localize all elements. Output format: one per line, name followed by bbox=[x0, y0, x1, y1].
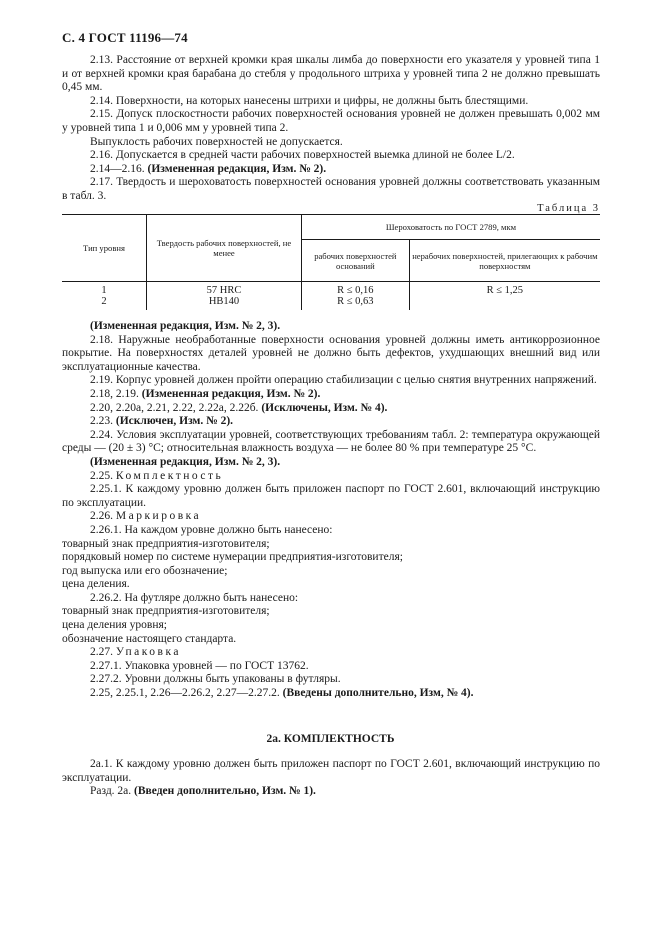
para-convexity: Выпуклость рабочих поверхностей не допускается. bbox=[90, 135, 343, 148]
note-2-24: (Измененная редакция, Изм. № 2, 3). bbox=[90, 455, 281, 468]
para-2-27-2: 2.27.2. Уровни должны быть упакованы в футляры. bbox=[90, 673, 341, 686]
para-2-27-1: 2.27.1. Упаковка уровней — по ГОСТ 13762. bbox=[90, 659, 309, 672]
table-row: 2 HB140 R ≤ 0,63 bbox=[62, 296, 600, 310]
note-razd-2a: Разд. 2а. (Введен дополнительно, Изм. № 1). bbox=[90, 785, 316, 798]
para-2-19: 2.19. Корпус уровней должен пройти операцию стабилизации с целью снятия внутренних напряжений. bbox=[90, 374, 597, 387]
col-roughness-working: рабочих поверхностей оснований bbox=[302, 240, 410, 282]
table-row: 1 57 HRC R ≤ 0,16 R ≤ 1,25 bbox=[62, 282, 600, 297]
marking-item: цена деления. bbox=[62, 578, 130, 591]
para-2-25-1: 2.25.1. К каждому уровню должен быть приложен паспорт по ГОСТ 2.601, включающий инструкцию по эксплуатации. bbox=[62, 483, 600, 509]
note-after-table: (Измененная редакция, Изм. № 2, 3). bbox=[90, 320, 281, 332]
note-added: 2.25, 2.25.1, 2.26—2.26.2, 2.27—2.27.2. (Введены дополнительно, Изм, № 4). bbox=[90, 687, 474, 700]
para-2-26-1: 2.26.1. На каждом уровне должно быть нанесено: bbox=[90, 523, 333, 536]
section-2-18-2-27 bbox=[62, 320, 600, 701]
marking-item: порядковый номер по системе нумерации предприятия-изготовителя; bbox=[62, 551, 403, 564]
section-title: 2а. КОМПЛЕКТНОСТЬ bbox=[266, 733, 395, 745]
col-roughness: Шероховатость по ГОСТ 2789, мкм bbox=[302, 215, 601, 240]
marking-item: товарный знак предприятия-изготовителя; bbox=[62, 537, 270, 550]
section-2a bbox=[62, 758, 600, 799]
heading-2-27: 2.27. Упаковка bbox=[90, 646, 181, 659]
col-hardness: Твердость рабочих поверхностей, не менее bbox=[147, 215, 302, 282]
page-header: С. 4 ГОСТ 11196—74 bbox=[62, 30, 188, 45]
note-2-23: 2.23. (Исключен, Изм. № 2). bbox=[90, 415, 234, 428]
marking-item: товарный знак предприятия-изготовителя; bbox=[62, 605, 270, 618]
note-2-14-2-16: 2.14—2.16. (Измененная редакция, Изм. № 2). bbox=[90, 162, 327, 175]
para-2-17: 2.17. Твердость и шероховатость поверхностей основания уровней должны соответствовать указанным в табл. 3. bbox=[62, 176, 600, 202]
section-2-13-2-17 bbox=[62, 54, 600, 204]
table-3 bbox=[62, 214, 600, 310]
col-type: Тип уровня bbox=[62, 215, 147, 282]
para-2-16: 2.16. Допускается в средней части рабочих поверхностей выемка длиной не более L/2. bbox=[90, 149, 515, 162]
para-2a-1: 2а.1. К каждому уровню должен быть приложен паспорт по ГОСТ 2.601, включающий инструкцию по эксплуатации. bbox=[62, 758, 600, 784]
marking-item: год выпуска или его обозначение; bbox=[62, 564, 228, 577]
para-2-24: 2.24. Условия эксплуатации уровней, соответствующих требованиям табл. 2: температура окружающей среды — (20 ± 3) °С; относительная влажность воздуха — не более 80 % при температуре 25 °С. bbox=[62, 428, 600, 455]
para-2-15: 2.15. Допуск плоскостности рабочих поверхностей основания уровней не должен превышать 0,002 мм у уровней типа 1 и 0,006 мм у уровней типа 2. bbox=[62, 108, 600, 134]
heading-2-25: 2.25. Комплектность bbox=[90, 469, 224, 482]
note-2-18-2-19: 2.18, 2.19. (Измененная редакция, Изм. № 2). bbox=[90, 387, 321, 400]
para-2-18: 2.18. Наружные необработанные поверхности основания уровней должны иметь антикоррозионное покрытие. На поверхностях деталей уровней не должно быть дефектов, ухудшающих внешний вид или эксплуатационные качества. bbox=[62, 333, 600, 373]
heading-2-26: 2.26. Маркировка bbox=[90, 510, 202, 523]
para-2-26-2: 2.26.2. На футляре должно быть нанесено: bbox=[90, 591, 299, 604]
para-2-14: 2.14. Поверхности, на которых нанесены штрихи и цифры, не должны быть блестящими. bbox=[90, 94, 529, 107]
col-roughness-nonworking: нерабочих поверхностей, прилегающих к рабочим поверхностям bbox=[409, 240, 600, 282]
marking-item: цена деления уровня; bbox=[62, 619, 167, 632]
marking-item: обозначение настоящего стандарта. bbox=[62, 632, 237, 645]
table-caption: Таблица 3 bbox=[537, 203, 600, 214]
note-2-20: 2.20, 2.20а, 2.21, 2.22, 2.22а, 2.22б. (Исключены, Изм. № 4). bbox=[90, 401, 388, 414]
para-2-13: 2.13. Расстояние от верхней кромки края шкалы лимба до поверхности его указателя у уровней типа 1 и от верхней кромки края барабана до стебля у продольного штриха у уровней типа 2 не должно превышать 0,45 мм. bbox=[62, 54, 600, 94]
